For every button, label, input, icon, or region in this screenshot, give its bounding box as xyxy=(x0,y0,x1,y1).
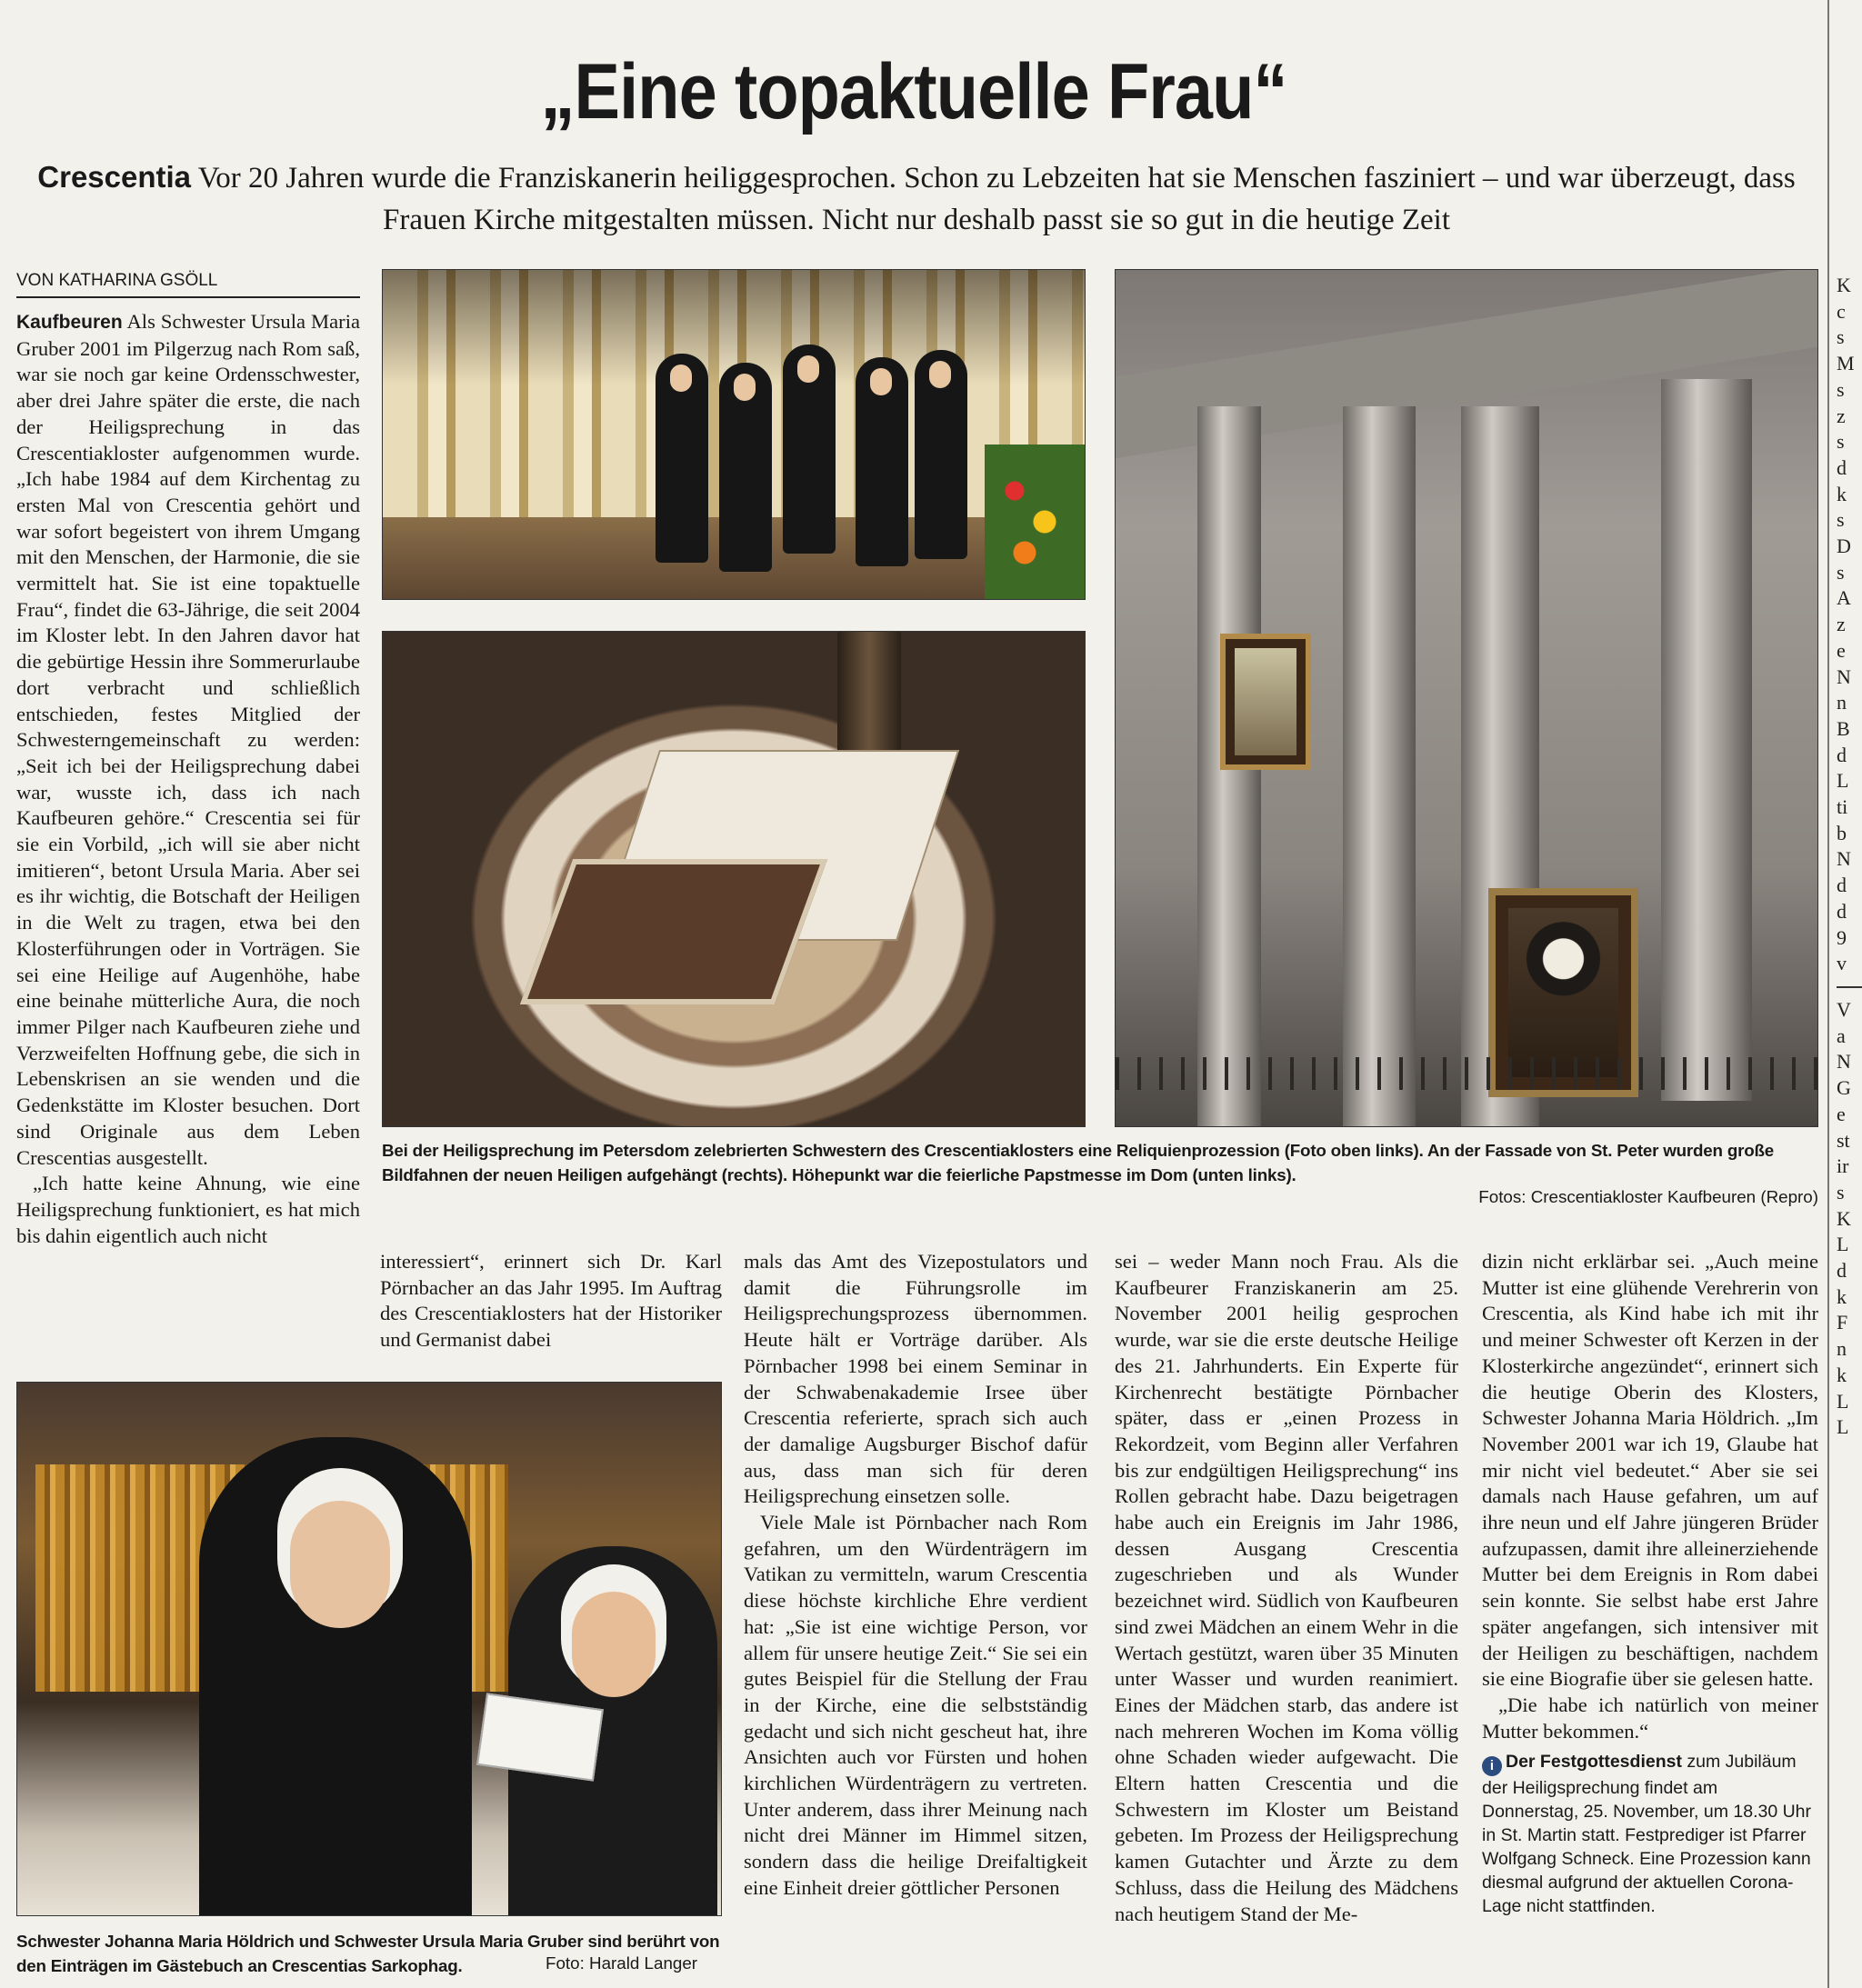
edge-letter: k xyxy=(1837,1284,1847,1308)
edge-letter: c xyxy=(1837,299,1846,323)
paragraph: sei – weder Mann noch Frau. Als die Kaufbeurer Franziskanerin am 25. November 2001 heilig gesprochen wurde, war sie die erste deutsche Heilige des 21. Jahrhunderts. Ein Experte für Kirchenrecht bestätigte Pörnbacher später, dass er „einen Prozess in Rekordzeit, vom Beginn aller Verfahren bis zur endgültigen Heiligsprechung“ ins Rollen gebracht habe. Dazu beigetragen habe auch ein Ereignis im Jahr 1986, dessen Ausgang Crescentia zugeschrieben und als Wunder bezeichnet wird. Südlich von Kaufbeuren sind zwei Mädchen an einem Wehr in die Wertach gestützt, waren über 35 Minuten unter Wasser und wurden reanimiert. Eines der Mädchen starb, das andere ist nach mehreren Wochen im Koma völlig ohne Schaden wieder aufgewacht. Die Eltern hatten Crescentia und die Schwestern im Kloster um Beistand gebeten. Im Prozess der Heiligsprechung kamen Gutachter und Ärzte zu dem Schluss, dass die Heilung des Mädchens nach heutigem Stand der Me- xyxy=(1115,1250,1458,1925)
paragraph xyxy=(16,309,360,1171)
photo-guestbook xyxy=(476,1693,604,1781)
photo-confessio xyxy=(520,859,827,1004)
byline: VON KATHARINA GSÖLL xyxy=(16,271,360,298)
photo-railing xyxy=(1116,1057,1817,1090)
info-icon: i xyxy=(1482,1756,1502,1776)
edge-letter: s xyxy=(1837,377,1845,401)
edge-letter: B xyxy=(1837,716,1850,740)
edge-letter: V xyxy=(1837,997,1851,1021)
edge-letter: N xyxy=(1837,1050,1851,1074)
edge-letter: s xyxy=(1837,430,1845,454)
edge-letter: e xyxy=(1837,1102,1846,1125)
paragraph: mals das Amt des Vizepostulators und damit die Führungsrolle im Heiligsprechungsprozess übernommen. Heute hält er Vorträge darüber. Als Pörnbacher 1998 bei einem Seminar in der Schwabenakademie Irsee über Crescentia referierte, sprach sich auch der damalige Augsburger Bischof dafür aus, dass man sich für deren Heiligsprechung einsetzen solle. xyxy=(744,1250,1087,1508)
dateline: Kaufbeuren xyxy=(16,312,123,333)
photo-column xyxy=(1343,406,1416,1127)
edge-letter: N xyxy=(1837,847,1851,871)
edge-letter: n xyxy=(1837,691,1847,714)
article-column-1 xyxy=(16,309,360,1309)
paragraph: Viele Male ist Pörnbacher nach Rom gefahren, um den Würdenträgern im Vatikan zu vermitteln, warum Crescentia diese höchste kirchliche Ehre verdient hat: „Sie ist eine wichtige Person, vor allem für unsere heutige Zeit.“ Sie sei ein gutes Beispiel für die Stellung der Frau in der Kirche, eine die selbstständig gedacht und sich nicht gescheut hat, ihre Ansichten auch vor Fürsten und hohen kirchlichen Würdenträgern zu vertreten. Unter anderem, dass ihrer Meinung nach nicht drei Männer im Himmel sitzen, sondern dass die heilige Dreifaltigkeit eine Einheit dreier göttlicher Personen xyxy=(744,1511,1087,1899)
edge-letter: z xyxy=(1837,613,1846,636)
nuns-guestbook-photo xyxy=(16,1382,722,1916)
st-peter-facade-photo xyxy=(1115,269,1818,1127)
edge-letter: L xyxy=(1837,1389,1849,1413)
adjacent-article-edge xyxy=(1837,273,1862,1982)
edge-letter: s xyxy=(1837,508,1845,532)
photo-banner xyxy=(1220,634,1311,770)
edge-letter: d xyxy=(1837,899,1847,923)
kicker: Crescentia xyxy=(37,160,192,194)
photo-credit-top: Fotos: Crescentiakloster Kaufbeuren (Repro) xyxy=(1478,1187,1818,1206)
edge-letters-upper xyxy=(1837,273,1862,977)
edge-letter: N xyxy=(1837,664,1851,688)
edge-letter: L xyxy=(1837,769,1849,793)
photo-credit-bottom: Foto: Harald Langer xyxy=(546,1953,698,1973)
photo-figure xyxy=(783,345,836,554)
edge-letter: a xyxy=(1837,1024,1846,1047)
photo-figure xyxy=(199,1437,472,1916)
edge-letters-lower xyxy=(1837,997,1862,1441)
edge-letter: s xyxy=(1837,560,1845,584)
info-text: zum Jubiläum der Heiligsprechung findet am Donnerstag, 25. November, um 18.30 Uhr in St. Martin statt. Festprediger ist Pfarrer Wolfgang Schneck. Eine Prozession kann diesmal aufgrund der aktuellen Corona-Lage nicht stattfinden. xyxy=(1482,1752,1812,1917)
edge-letter: s xyxy=(1837,325,1845,349)
edge-letter: d xyxy=(1837,1259,1847,1283)
edge-letter: z xyxy=(1837,404,1846,427)
edge-letter: e xyxy=(1837,638,1846,662)
subhead-text: Vor 20 Jahren wurde die Franziskanerin heiliggesprochen. Schon zu Lebzeiten hat sie Menschen fasziniert – und war überzeugt, dass Frauen Kirche mitgestalten müssen. Nicht nur deshalb passt sie so gut in die heutige Zeit xyxy=(197,162,1796,236)
edge-letter: d xyxy=(1837,874,1847,897)
photo-figure xyxy=(719,363,772,572)
edge-letter: d xyxy=(1837,455,1847,479)
edge-letter: K xyxy=(1837,274,1851,296)
edge-letter: F xyxy=(1837,1311,1848,1334)
photo-flowers xyxy=(985,445,1085,599)
edge-letter: v xyxy=(1837,952,1847,975)
paragraph: „Ich hatte keine Ahnung, wie eine Heiligsprechung funktioniert, es hat mich bis dahin eigentlich auch nicht xyxy=(16,1172,360,1247)
headline: „Eine topaktuelle Frau“ xyxy=(540,48,1287,135)
photo-caption-bottom: Schwester Johanna Maria Höldrich und Schwester Ursula Maria Gruber sind berührt von den Einträgen im Gästebuch an Crescentias Sarkophag. xyxy=(16,1932,720,1975)
edge-letter: G xyxy=(1837,1076,1851,1100)
paragraph: dizin nicht erklärbar sei. „Auch meine Mutter ist eine glühende Verehrerin von Crescentia, als Kind habe ich mit ihr und meiner Schwester oft Kerzen in der Klosterkirche angezündet“, erinnert sich die heutige Oberin des Klosters, Schwester Johanna Maria Höldrich. „Im November 2001 war ich 19, Glaube hat mir nicht viel bedeutet.“ Aber sie sei damals nach Hause gefahren, um auf ihre neun und elf Jahre jüngeren Brüder aufzupassen, damit ihre alleinerziehende Mutter bei dem Ereignis in Rom dabei sein konnte. Sie selbst habe erst Jahre später angefangen, sich intensiver mit der Heiligen zu beschäftigen, nachdem sie eine Biografie über sie gelesen hatte. xyxy=(1482,1250,1818,1691)
photo-figure xyxy=(915,350,967,559)
edge-letter: st xyxy=(1837,1128,1850,1152)
article-column-5 xyxy=(1482,1249,1818,1976)
column-rule xyxy=(1827,0,1829,1988)
edge-letter: d xyxy=(1837,743,1847,766)
edge-letter: ir xyxy=(1837,1154,1849,1178)
photo-figure xyxy=(856,357,908,566)
article-column-2 xyxy=(380,1249,722,1376)
paragraph: „Die habe ich natürlich von meiner Mutter bekommen.“ xyxy=(1482,1693,1818,1743)
subhead xyxy=(16,156,1817,241)
info-box xyxy=(1482,1750,1818,1918)
edge-letter: s xyxy=(1837,1180,1845,1204)
edge-letter: k xyxy=(1837,1363,1847,1386)
paragraph-text: Als Schwester Ursula Maria Gruber 2001 im Pilgerzug nach Rom saß, war sie noch gar keine Ordensschwester, aber drei Jahre später die erste, die nach der Heiligsprechung in das Crescentiakloster aufgenommen wurde. „Ich habe 1984 auf dem Kirchentag zu ersten Mal von Crescentia gehört und war sofort begeistert von ihrem Umgang mit den Menschen, der Harmonie, die sie vermittelt hat. Sie ist eine topaktuelle Frau“, findet die 63-Jährige, die seit 2004 im Kloster lebt. In den Jahren davor hat die gebürtige Hessin ihre Sommerurlaube dort verbracht und schließlich entschieden, festes Mitglied der Schwesterngemeinschaft zu werden: „Seit ich bei der Heiligsprechung dabei war, wusste ich, dass ich nach Kaufbeuren gehöre.“ Crescentia sei für sie ein Vorbild, „ich will sie aber nicht imitieren“, betont Ursula Maria. Aber sei es ihr wichtig, die Botschaft der Heiligen in die Welt zu tragen, etwa bei den Klosterführungen oder in Vorträgen. Sie sei eine Heilige auf Augenhöhe, habe eine beinahe mütterliche Aura, die noch immer Pilger nach Kaufbeuren ziehe und Verzweifelten Hoffnung gebe, die sich in Lebenskrisen an sie wenden und die Gedenkstätte im Kloster besuchen. Dort sind Originale aus dem Leben Crescentias ausgestellt. xyxy=(16,310,360,1169)
edge-letter: L xyxy=(1837,1233,1849,1256)
photo-figure xyxy=(656,354,708,563)
paragraph: interessiert“, erinnert sich Dr. Karl Pörnbacher an das Jahr 1995. Im Auftrag des Crescentiaklosters hat der Historiker und Germanist dabei xyxy=(380,1250,722,1352)
edge-letter: M xyxy=(1837,352,1855,375)
edge-letter: k xyxy=(1837,482,1847,505)
edge-letter: n xyxy=(1837,1337,1847,1361)
edge-letter: ti xyxy=(1837,795,1848,819)
photo-column xyxy=(1661,379,1752,1101)
edge-letter: D xyxy=(1837,534,1851,558)
edge-letter: 9 xyxy=(1837,925,1847,949)
papal-mass-photo xyxy=(382,631,1086,1127)
article-column-4 xyxy=(1115,1249,1458,1976)
edge-letter: L xyxy=(1837,1415,1849,1439)
article-column-3 xyxy=(744,1249,1087,1976)
info-lead: Der Festgottesdienst xyxy=(1506,1752,1682,1773)
edge-letter: b xyxy=(1837,821,1847,844)
edge-letter: A xyxy=(1837,586,1851,610)
edge-letter: K xyxy=(1837,1206,1851,1230)
edge-divider xyxy=(1837,986,1862,988)
photo-caption-top: Bei der Heiligsprechung im Petersdom zelebrierten Schwestern des Crescentiaklosters eine Reliquienprozession (Foto oben links). An der Fassade von St. Peter wurden große Bildfahnen der neuen Heiligen aufgehängt (rechts). Höhepunkt war die feierliche Papstmesse im Dom (unten links). xyxy=(382,1141,1775,1184)
procession-photo xyxy=(382,269,1086,600)
